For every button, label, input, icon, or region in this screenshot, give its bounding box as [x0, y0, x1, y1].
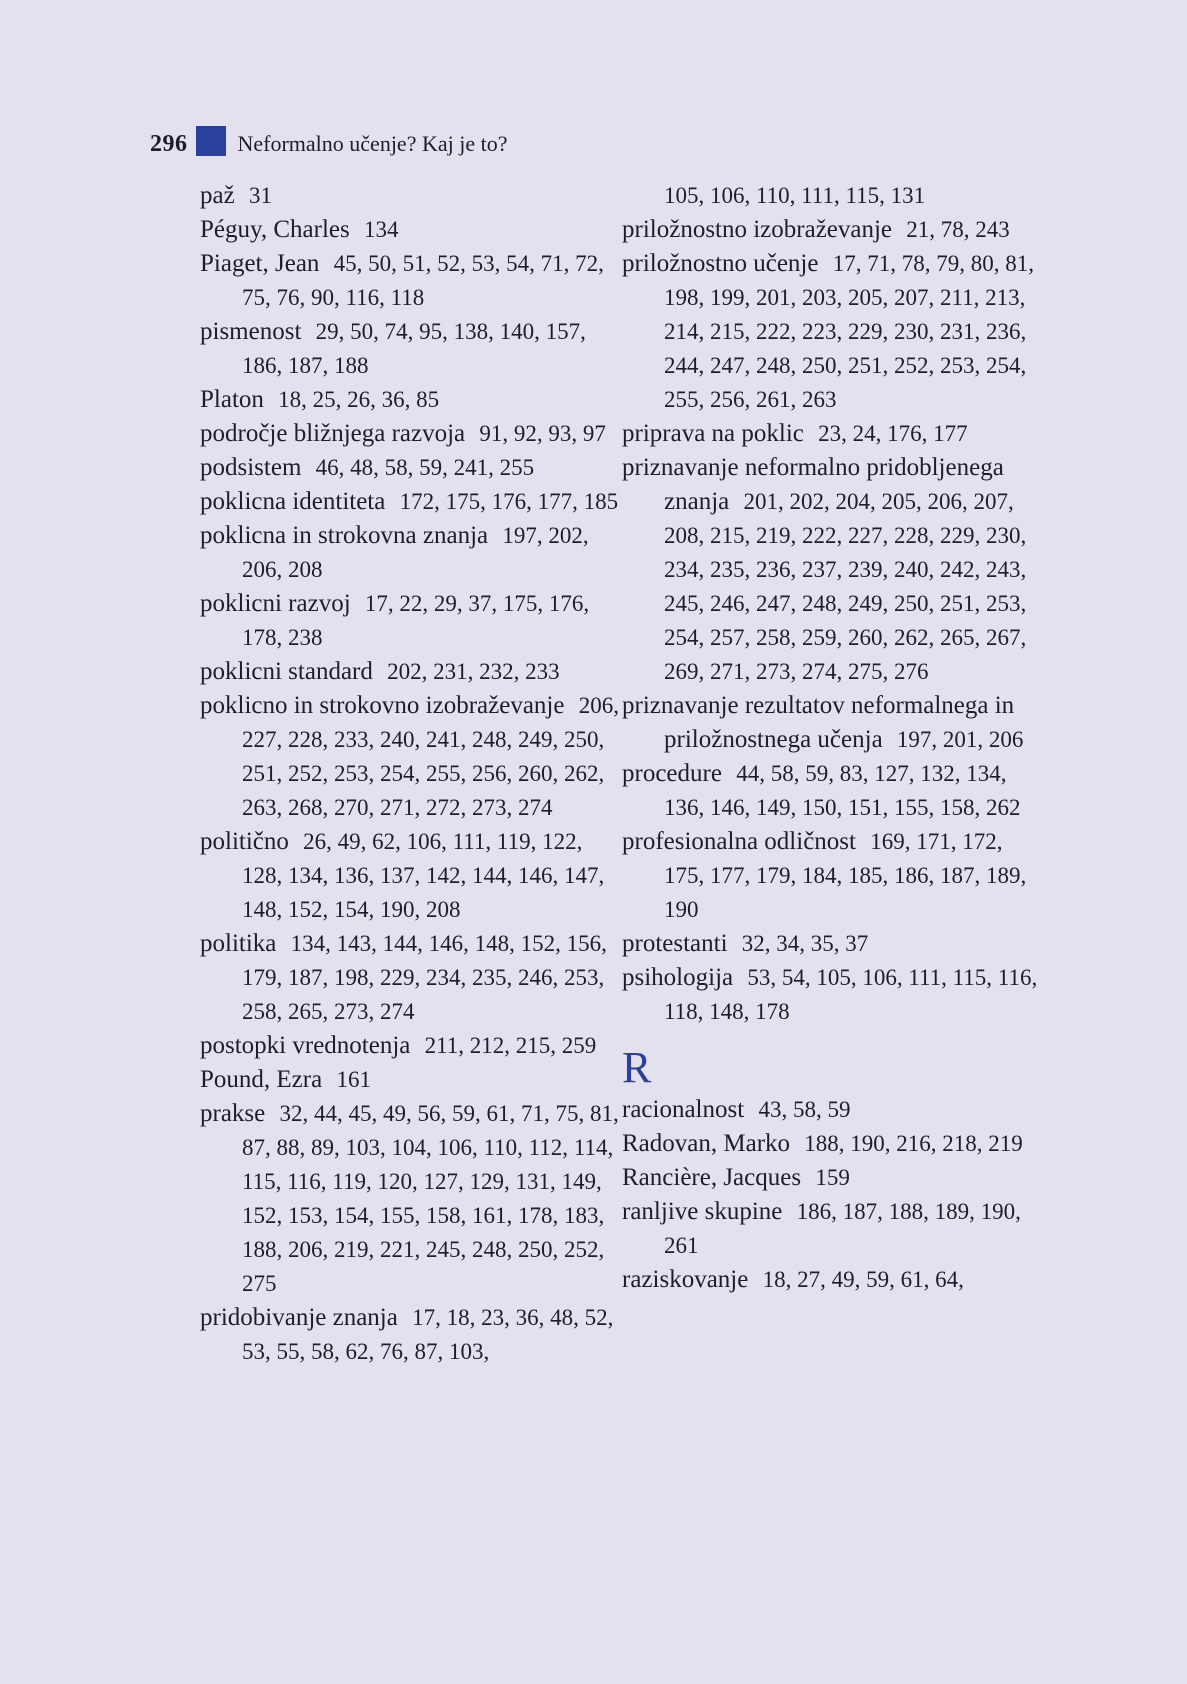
page-refs: 159 [815, 1165, 850, 1190]
index-term: poklicni razvoj [200, 590, 351, 617]
index-term: procedure [622, 760, 722, 787]
index-entry [622, 1263, 1042, 1297]
index-term: podsistem [200, 454, 302, 481]
index-entry [200, 1063, 620, 1097]
page-refs: 43, 58, 59 [758, 1097, 851, 1122]
page-refs: 91, 92, 93, 97 [479, 421, 606, 446]
index-term: Platon [200, 386, 264, 413]
page-refs: 46, 48, 58, 59, 241, 255 [315, 455, 535, 480]
page-refs: 17, 18, 23, 36, 48, 52, 53, 55, 58, 62, 76, 87, 103, [242, 1305, 614, 1364]
page-refs: 188, 190, 216, 218, 219 [804, 1131, 1023, 1156]
page-refs: 29, 50, 74, 95, 138, 140, 157, 186, 187, 188 [242, 319, 586, 378]
index-entry [622, 961, 1042, 1029]
index-term: protestanti [622, 930, 728, 957]
page-refs: 201, 202, 204, 205, 206, 207, 208, 215, 219, 222, 227, 228, 229, 230, 234, 235, 236, 237, 239, 240, 242, 243, 245, 246, 247, 248, 249, 250, 251, 253, 254, 257, 258, 259, 260, 262, 265, 267, 269, 271, 273, 274, 275, 276 [664, 489, 1027, 684]
running-header [150, 128, 507, 160]
page-refs: 44, 58, 59, 83, 127, 132, 134, 136, 146, 149, 150, 151, 155, 158, 262 [664, 761, 1021, 820]
blue-square-mark [196, 126, 226, 156]
index-term: pismenost [200, 318, 302, 345]
page-refs: 23, 24, 176, 177 [818, 421, 968, 446]
page-refs: 169, 171, 172, 175, 177, 179, 184, 185, 186, 187, 189, 190 [664, 829, 1027, 922]
running-title: Neformalno učenje? Kaj je to? [237, 131, 508, 156]
index-entry [200, 485, 620, 519]
page-refs: 161 [336, 1067, 371, 1092]
index-entry [200, 1301, 620, 1369]
page-refs: 186, 187, 188, 189, 190, 261 [664, 1199, 1021, 1258]
section-letter: R [622, 1043, 652, 1092]
page-refs: 105, 106, 110, 111, 115, 131 [664, 183, 926, 208]
page-refs: 134, 143, 144, 146, 148, 152, 156, 179, 187, 198, 229, 234, 235, 246, 253, 258, 265, 273, 274 [242, 931, 607, 1024]
index-entry [200, 383, 620, 417]
page-refs: 18, 25, 26, 36, 85 [278, 387, 440, 412]
index-entry [622, 825, 1042, 927]
page-refs: 32, 34, 35, 37 [741, 931, 869, 956]
index-term: Radovan, Marko [622, 1130, 791, 1157]
index-entry [200, 179, 620, 213]
index-term: priprava na poklic [622, 420, 804, 447]
index-column-left [200, 179, 620, 1369]
index-term: področje bližnjega razvoja [200, 420, 466, 447]
index-term: priložnostno učenje [622, 250, 819, 277]
page-refs: 172, 175, 176, 177, 185 [399, 489, 619, 514]
index-term: raziskovanje [622, 1266, 749, 1293]
page-refs: 31 [248, 183, 272, 208]
index-entry [622, 757, 1042, 825]
index-term: priznavanje rezultatov neformalnega in priložnostnega učenja [622, 692, 1015, 753]
index-term: priznavanje neformalno pridobljenega znanja [622, 454, 1004, 515]
page-number: 296 [150, 130, 188, 157]
index-term: Rancière, Jacques [622, 1164, 802, 1191]
index-entry [200, 927, 620, 1029]
index-column-right [622, 179, 1042, 1297]
page-refs: 134 [364, 217, 399, 242]
page-refs: 211, 212, 215, 259 [424, 1033, 597, 1058]
index-term: priložnostno izobraževanje [622, 216, 893, 243]
index-term: poklicna identiteta [200, 488, 386, 515]
index-entry [622, 451, 1042, 689]
index-entry-continuation [622, 179, 1042, 213]
index-term: Piaget, Jean [200, 250, 320, 277]
page-refs: 18, 27, 49, 59, 61, 64, [762, 1267, 964, 1292]
index-entry [622, 927, 1042, 961]
page-refs: 17, 71, 78, 79, 80, 81, 198, 199, 201, 203, 205, 207, 211, 213, 214, 215, 222, 223, 229, 230, 231, 236, 244, 247, 248, 250, 251, 252, 253, 254, 255, 256, 261, 263 [664, 251, 1034, 412]
page-refs: 32, 44, 45, 49, 56, 59, 61, 71, 75, 81, 87, 88, 89, 103, 104, 106, 110, 112, 114, 115, 116, 119, 120, 127, 129, 131, 149, 152, 153, 154, 155, 158, 161, 178, 183, 188, 206, 219, 221, 245, 248, 250, 252, 275 [242, 1101, 619, 1296]
index-term: profesionalna odličnost [622, 828, 856, 855]
index-entry [622, 1161, 1042, 1195]
index-entry [200, 451, 620, 485]
index-entry [200, 247, 620, 315]
index-term: ranljive skupine [622, 1198, 783, 1225]
page-refs: 206, 227, 228, 233, 240, 241, 248, 249, 250, 251, 252, 253, 254, 255, 256, 260, 262, 263, 268, 270, 271, 272, 273, 274 [242, 693, 619, 820]
index-entry [200, 587, 620, 655]
index-term: poklicni standard [200, 658, 373, 685]
index-entry [200, 315, 620, 383]
index-term: Péguy, Charles [200, 216, 350, 243]
index-entry [622, 1195, 1042, 1263]
index-term: poklicno in strokovno izobraževanje [200, 692, 565, 719]
index-entry [622, 1093, 1042, 1127]
index-term: paž [200, 182, 235, 209]
index-entry [200, 1029, 620, 1063]
index-entry [622, 417, 1042, 451]
page-refs: 45, 50, 51, 52, 53, 54, 71, 72, 75, 76, 90, 116, 118 [242, 251, 604, 310]
page-refs: 17, 22, 29, 37, 175, 176, 178, 238 [242, 591, 590, 650]
index-term: politika [200, 930, 277, 957]
index-term: pridobivanje znanja [200, 1304, 398, 1331]
index-term: postopki vrednotenja [200, 1032, 411, 1059]
index-term: psihologija [622, 964, 734, 991]
index-entry [622, 689, 1042, 757]
index-entry [622, 247, 1042, 417]
index-entry [622, 213, 1042, 247]
index-term: poklicna in strokovna znanja [200, 522, 489, 549]
page-refs: 202, 231, 232, 233 [387, 659, 560, 684]
index-entry [200, 1097, 620, 1301]
index-entry [200, 213, 620, 247]
index-entry [200, 689, 620, 825]
page-refs: 53, 54, 105, 106, 111, 115, 116, 118, 148, 178 [664, 965, 1038, 1024]
index-entry [622, 1127, 1042, 1161]
index-entry [200, 417, 620, 451]
index-term: prakse [200, 1100, 266, 1127]
page-refs: 21, 78, 243 [906, 217, 1010, 242]
index-entry [200, 655, 620, 689]
page-refs: 197, 202, 206, 208 [242, 523, 589, 582]
page-refs: 26, 49, 62, 106, 111, 119, 122, 128, 134, 136, 137, 142, 144, 146, 147, 148, 152, 154, 190, 208 [242, 829, 605, 922]
index-term: politično [200, 828, 289, 855]
index-entry [200, 519, 620, 587]
index-term: racionalnost [622, 1096, 745, 1123]
index-entry [200, 825, 620, 927]
page-refs: 197, 201, 206 [896, 727, 1024, 752]
index-term: Pound, Ezra [200, 1066, 323, 1093]
